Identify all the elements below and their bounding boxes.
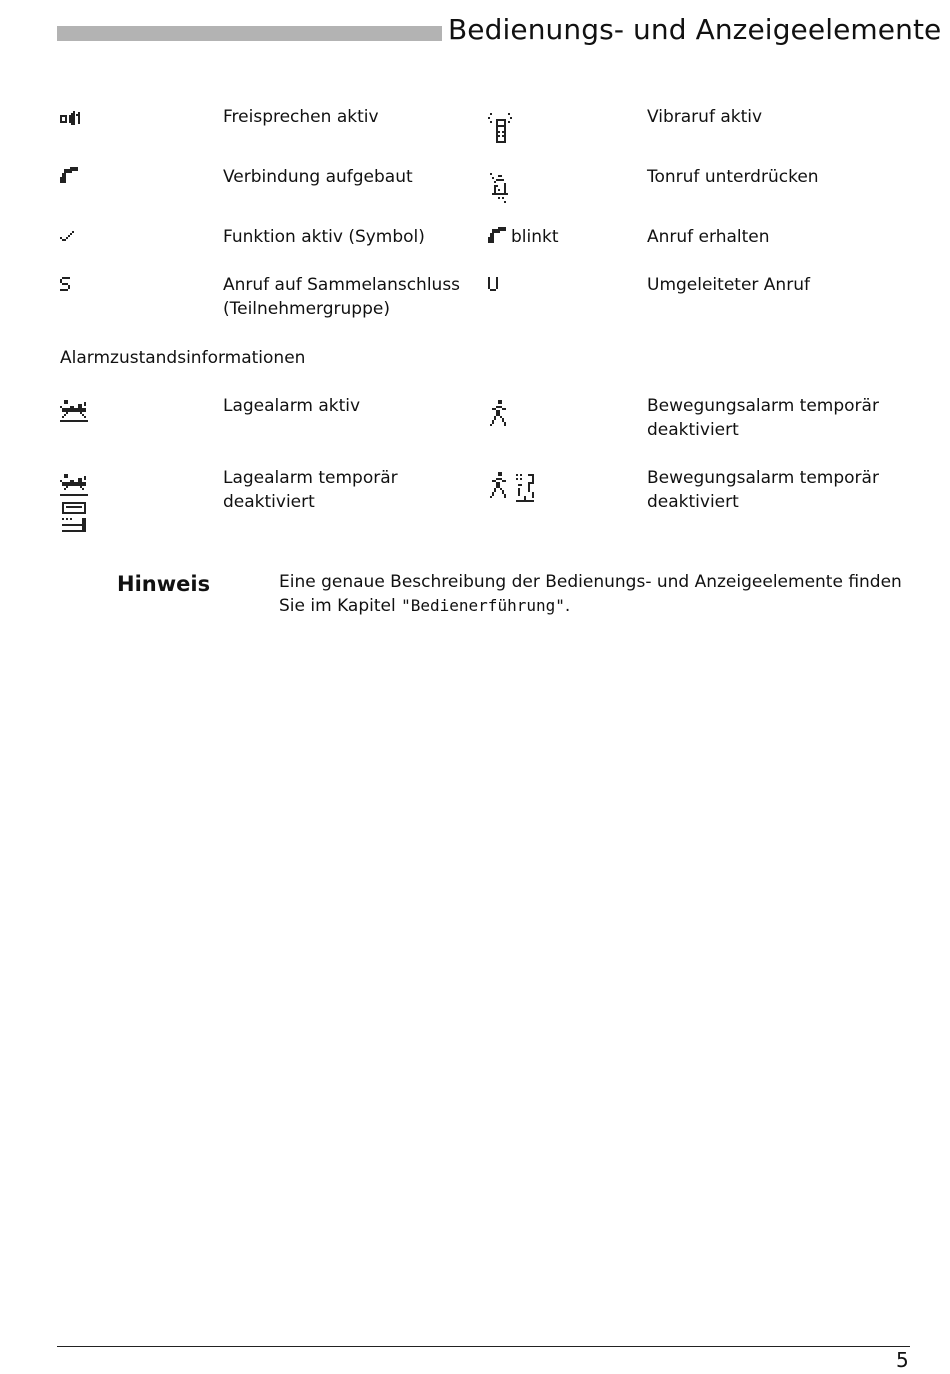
note-text — [279, 570, 904, 618]
forwarded-u-icon — [488, 277, 498, 293]
blink-suffix: blinkt — [511, 227, 559, 247]
label-function: Funktion aktiv (Symbol) — [223, 227, 425, 247]
note-text-end: . — [564, 596, 571, 616]
page-number: 5 — [896, 1348, 909, 1372]
motion-disabled-icon — [488, 472, 536, 504]
note-chapter-ref: "Bedienerführung" — [401, 596, 565, 615]
label-mute: Tonruf unterdrücken — [647, 167, 819, 187]
note-text-main: Eine genaue Beschreibung der Bedienungs- und Anzeigeelemente finden Sie im Kapitel — [279, 572, 902, 616]
label-man-down: Lagealarm aktiv — [223, 396, 361, 416]
mute-ringer-icon — [488, 171, 512, 203]
label-vibra: Vibraruf aktiv — [647, 107, 763, 127]
group-call-s-icon — [60, 277, 70, 293]
handset-icon — [488, 227, 508, 245]
header-bar — [57, 26, 442, 41]
check-icon — [60, 231, 74, 243]
page-title: Bedienungs- und Anzeigeelemente — [448, 13, 942, 46]
vibration-icon — [488, 111, 514, 145]
footer-rule — [57, 1346, 910, 1347]
note-heading: Hinweis — [117, 572, 211, 596]
speaker-icon — [60, 110, 82, 126]
label-forwarded: Umgeleiteter Anruf — [647, 275, 810, 295]
man-down-icon — [60, 400, 88, 422]
section-title: Alarmzustandsinformationen — [60, 348, 306, 368]
label-motion-disabled: Bewegungsalarm temporär deaktiviert — [647, 468, 879, 512]
label-motion: Bewegungsalarm temporär deaktiviert — [647, 396, 879, 440]
label-handsfree: Freisprechen aktiv — [223, 107, 379, 127]
handset-icon — [60, 167, 80, 185]
man-down-disabled-icon — [60, 474, 88, 534]
label-incoming: Anruf erhalten — [647, 227, 770, 247]
label-connection: Verbindung aufgebaut — [223, 167, 413, 187]
label-group-call: Anruf auf Sammelanschluss (Teilnehmergruppe) — [223, 275, 461, 319]
label-man-down-disabled: Lagealarm temporär deaktiviert — [223, 468, 398, 512]
motion-person-icon — [488, 400, 510, 428]
